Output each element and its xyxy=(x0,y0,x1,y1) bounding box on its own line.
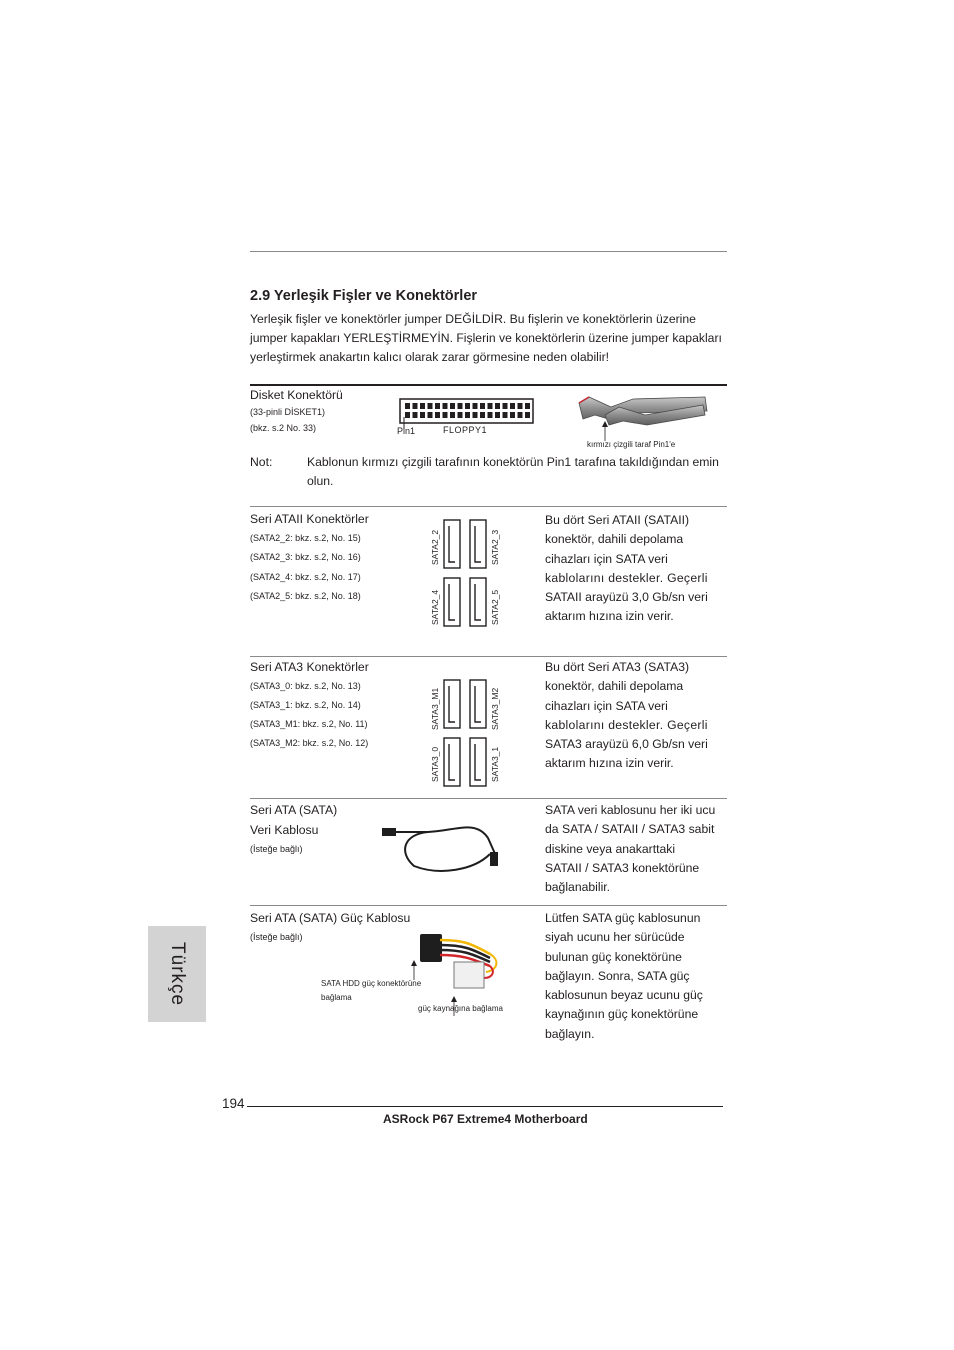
sata-power-title: Seri ATA (SATA) Güç Kablosu xyxy=(250,911,411,925)
floppy-title: Disket Konektörü xyxy=(250,388,343,402)
desc-line: kablolarını destekler. Geçerli xyxy=(545,717,708,732)
footer-product: ASRock P67 Extreme4 Motherboard xyxy=(383,1112,588,1126)
floppy-pin xyxy=(405,412,410,418)
floppy-pin xyxy=(465,412,470,418)
footer-rule xyxy=(247,1106,723,1107)
sata3-title: Seri ATA3 Konektörler xyxy=(250,660,369,674)
desc-line: bağlayın. Sonra, SATA güç xyxy=(545,968,690,983)
floppy-pin xyxy=(420,403,425,409)
port-label-sata3-m1: SATA3_M1 xyxy=(430,687,440,730)
floppy-pin xyxy=(405,403,410,409)
floppy1-label: FLOPPY1 xyxy=(443,425,488,435)
divider-3 xyxy=(250,798,727,799)
desc-line: siyah ucunu her sürücüde xyxy=(545,930,685,945)
cable-caption: kırmızı çizgili taraf Pin1'e xyxy=(587,440,676,449)
floppy-pin xyxy=(473,403,478,409)
floppy-pin xyxy=(503,403,508,409)
floppy-pin xyxy=(488,412,493,418)
port-label-sata3-0: SATA3_0 xyxy=(430,746,440,782)
floppy-pin xyxy=(480,412,485,418)
floppy-pin xyxy=(525,403,530,409)
sata-cable-title2: Veri Kablosu xyxy=(250,823,319,837)
section-title: 2.9 Yerleşik Fişler ve Konektörler xyxy=(250,288,478,304)
caption-hdd-1: SATA HDD güç konektörüne xyxy=(321,979,422,988)
floppy-pin xyxy=(413,403,418,409)
desc-line: konektör, dahili depolama xyxy=(545,532,684,547)
desc-line: SATA veri kablosunu her iki ucu xyxy=(545,803,716,817)
desc-line: aktarım hızına izin verir. xyxy=(545,756,674,771)
sataii-ref-4: (SATA2_5: bkz. s.2, No. 18) xyxy=(250,591,361,601)
language-tab-label: Türkçe xyxy=(167,941,188,1007)
floppy-pin xyxy=(495,403,500,409)
divider-1 xyxy=(250,506,727,507)
floppy-pin xyxy=(443,403,448,409)
divider-2 xyxy=(250,656,727,657)
sata3-ref-1: (SATA3_0: bkz. s.2, No. 13) xyxy=(250,681,361,691)
floppy-pin xyxy=(525,412,530,418)
floppy-sub2: (bkz. s.2 No. 33) xyxy=(250,423,317,433)
port-label-sata2-4: SATA2_4 xyxy=(430,589,440,625)
desc-line: Lütfen SATA güç kablosunun xyxy=(545,911,701,925)
sata3-ref-3: (SATA3_M1: bkz. s.2, No. 11) xyxy=(250,719,368,729)
desc-line: cihazları için SATA veri xyxy=(545,698,668,713)
port-label-sata2-5: SATA2_5 xyxy=(490,589,500,625)
floppy-pin xyxy=(435,412,440,418)
desc-line: bulunan güç konektörüne xyxy=(545,949,682,964)
floppy-pin xyxy=(428,403,433,409)
port-label-sata3-m2: SATA3_M2 xyxy=(490,687,500,730)
port-label-sata3-1: SATA3_1 xyxy=(490,746,500,782)
sata-cable-optional: (İsteğe bağlı) xyxy=(250,844,303,854)
sata-cable-description xyxy=(545,801,727,897)
floppy-pin xyxy=(458,412,463,418)
sata3-ref-4: (SATA3_M2: bkz. s.2, No. 12) xyxy=(250,738,369,748)
floppy-pin xyxy=(495,412,500,418)
floppy-sub1: (33-pinli DİSKET1) xyxy=(250,407,326,417)
note-text: Kablonun kırmızı çizgili tarafının konektörün Pin1 tarafına takıldığından emin olun. xyxy=(307,455,719,488)
desc-line: cihazları için SATA veri xyxy=(545,551,668,566)
floppy-pin xyxy=(510,412,515,418)
floppy-pin xyxy=(428,412,433,418)
floppy-pin xyxy=(518,403,523,409)
port-label-sata2-3: SATA2_3 xyxy=(490,529,500,565)
floppy-pin xyxy=(510,403,515,409)
page-number: 194 xyxy=(222,1096,245,1111)
sataii-ref-1: (SATA2_2: bkz. s.2, No. 15) xyxy=(250,533,361,543)
floppy-pin xyxy=(480,403,485,409)
sata3-description xyxy=(545,658,727,774)
desc-line: kaynağının güç konektörüne xyxy=(545,1007,699,1022)
floppy-pin xyxy=(450,403,455,409)
desc-line: kablolarını destekler. Geçerli xyxy=(545,570,708,585)
sata3-ports-diagram xyxy=(440,678,490,790)
divider-4 xyxy=(250,905,727,906)
floppy-pin xyxy=(420,412,425,418)
desc-line: konektör, dahili depolama xyxy=(545,679,684,694)
port-label-sata2-2: SATA2_2 xyxy=(430,529,440,565)
section-intro: Yerleşik fişler ve konektörler jumper DEĞİLDİR. Bu fişlerin ve konektörlerin üzerine jumper kapakları YERLEŞTİRMEYİN. Fişlerin ve konektörlerin üzerine jumper kapakları yerleştirmek anakartın kalıcı olarak zarar görmesine neden olabilir! xyxy=(250,312,722,364)
floppy-pin xyxy=(518,412,523,418)
desc-line: SATAII / SATA3 konektörüne xyxy=(545,860,700,875)
caption-psu: güç kaynağına bağlama xyxy=(418,1004,503,1013)
sata3-ref-2: (SATA3_1: bkz. s.2, No. 14) xyxy=(250,700,361,710)
top-rule xyxy=(250,251,727,252)
sata-data-cable-image xyxy=(378,816,506,874)
floppy-cable-image xyxy=(575,393,713,441)
floppy-pin xyxy=(413,412,418,418)
note-label: Not: xyxy=(250,455,273,469)
sataii-title: Seri ATAII Konektörler xyxy=(250,512,369,526)
sata-cable-title1: Seri ATA (SATA) xyxy=(250,803,338,817)
desc-line: Bu dört Seri ATAII (SATAII) xyxy=(545,513,690,527)
desc-line: diskine veya anakarttaki xyxy=(545,841,676,856)
floppy-pin xyxy=(465,403,470,409)
floppy-pin xyxy=(443,412,448,418)
language-tab xyxy=(148,926,206,1022)
sata-power-optional: (İsteğe bağlı) xyxy=(250,932,303,942)
sata-power-description xyxy=(545,909,727,1044)
desc-line: SATAII arayüzü 3,0 Gb/sn veri xyxy=(545,590,708,605)
sataii-ref-2: (SATA2_3: bkz. s.2, No. 16) xyxy=(250,552,361,562)
desc-line: SATA3 arayüzü 6,0 Gb/sn veri xyxy=(545,737,708,752)
floppy-pin xyxy=(473,412,478,418)
floppy-pin xyxy=(458,403,463,409)
caption-hdd-2: bağlama xyxy=(321,993,352,1002)
desc-line: bağlayın. xyxy=(545,1026,595,1041)
desc-line: da SATA / SATAII / SATA3 sabit xyxy=(545,822,715,837)
desc-line: aktarım hızına izin verir. xyxy=(545,609,674,624)
floppy-pin xyxy=(503,412,508,418)
desc-line: kablosunun beyaz ucunu güç xyxy=(545,988,703,1003)
floppy-pin xyxy=(435,403,440,409)
sataii-description xyxy=(545,511,727,627)
sataii-ports-diagram xyxy=(440,518,490,630)
floppy-pin xyxy=(450,412,455,418)
pin1-label: Pin1 xyxy=(397,426,416,436)
desc-line: Bu dört Seri ATA3 (SATA3) xyxy=(545,660,690,674)
floppy-pin xyxy=(488,403,493,409)
sataii-ref-3: (SATA2_4: bkz. s.2, No. 17) xyxy=(250,572,361,582)
desc-line: bağlanabilir. xyxy=(545,880,611,895)
